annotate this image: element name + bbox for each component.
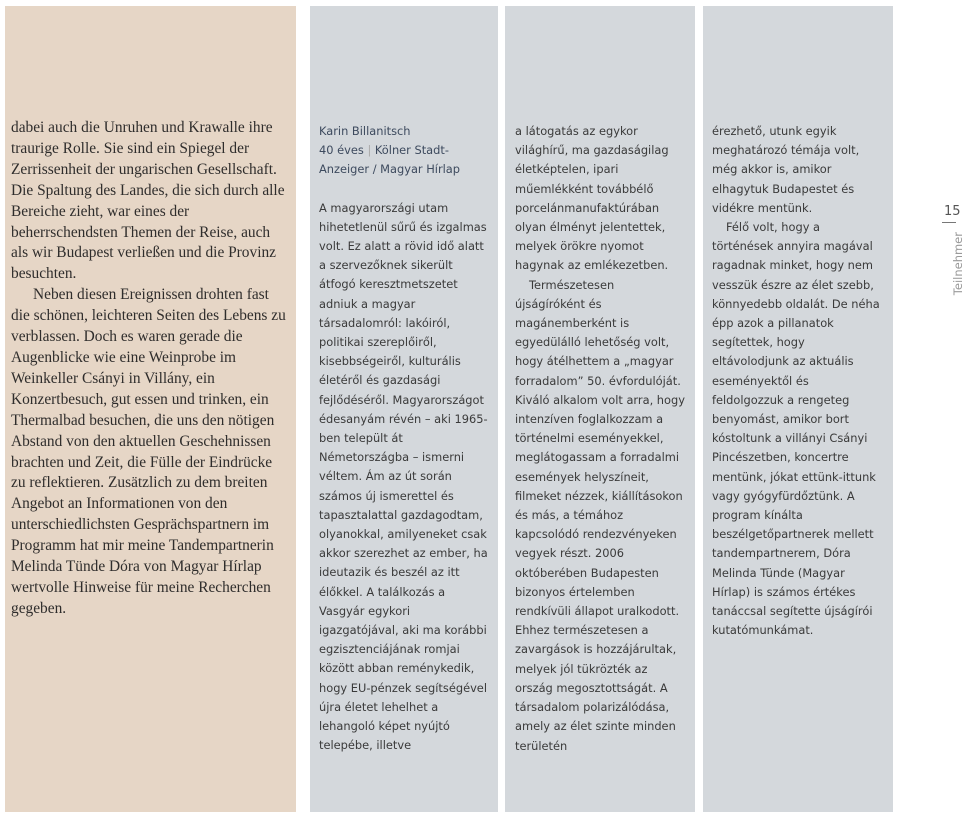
hungarian-paragraph-4: érezhető, utunk egyik meghatározó témája volt, még akkor is, amikor elhagytuk Budapestet és vidékre mentünk.: [712, 124, 860, 215]
hungarian-paragraph-3: Természetesen újságíróként és magánemberként is egyedülálló lehetőség volt, hogy átélhettem a „magyar forradalom” 50. évfordulóját. Kiváló alkalom volt arra, hogy intenzíven foglalkozzam a történelmi eseményekkel, meglátogassam a forradalmi események helyszíneit, filmeket nézzek, kiállításokon és más, a témához kapcsolódó rendezvényeken vegyek részt. 2006 októberében Budapesten bizonyos értelemben rendkívüli állapot uralkodott. Ehhez természetesen a zavargások is hozzájárultak, melyek jól tükrözték az ország megosztottságát. A társadalom polarizálódása, amely az élet szinte minden területén: [515, 277, 685, 753]
hungarian-text-column-1: [319, 122, 489, 756]
german-text-column: [11, 118, 287, 620]
page-number-rule: [942, 222, 956, 223]
hungarian-text-column-2: [515, 122, 685, 756]
hungarian-paragraph-2: a látogatás az egykor világhírű, ma gazdaságilag életképtelen, ipari műemlékként továbbélő porcelánmanufaktúrában olyan élményt jelentettek, melyek örökre nyomot hagynak az emlékezetben.: [515, 124, 669, 273]
author-age: 40 éves: [319, 143, 364, 158]
author-name: Karin Billanitsch: [319, 124, 411, 138]
section-label: Teilnehmer: [951, 232, 965, 296]
german-paragraph-1: dabei auch die Unruhen und Krawalle ihre traurige Rolle. Sie sind ein Spiegel der Zerrissenheit der ungarischen Gesellschaft. Die Spaltung des Landes, die sich durch alle Bereiche zieht, war eines der beherrschendsten Themen der Reise, auch als wir Budapest verließen und die Provinz besuchten.: [11, 119, 285, 283]
spacer: [319, 180, 489, 199]
hungarian-paragraph-5: Félő volt, hogy a történések annyira magával ragadnak minket, hogy nem vesszük észre az élet szebb, könnyedebb oldalát. De néha épp azok a pillanatok segítettek, hogy eltávolodjunk az aktuális eseményektől és feldolgozzuk a rengeteg benyomást, amikor bort kóstoltunk a villányi Csányi Pincészetben, koncertre mentünk, jókat ettünk-ittunk vagy gyógyfürdőztünk. A program kínálta beszélgetőpartnerek mellett tandempartnerem, Dóra Melinda Tünde (Magyar Hírlap) is számos értékes tanáccsal segítette újságírói kutatómunkámat.: [712, 220, 880, 638]
page-number: 15: [944, 204, 961, 219]
author-separator: |: [367, 143, 372, 158]
author-affiliation: Kölner Stadt-Anzeiger / Magyar Hírlap: [319, 143, 461, 177]
german-paragraph-2: Neben diesen Ereignissen drohten fast die schönen, leichteren Seiten des Lebens zu verblassen. Doch es waren gerade die Augenblicke wie eine Weinprobe im Weinkeller Csányi in Villány, ein Konzertbesuch, gut essen und trinken, ein Thermalbad besuchen, die uns den nötigen Abstand von den aktuellen Geschehnissen brachten und Zeit, die Fülle der Eindrücke zu reflektieren. Zusätzlich zu dem breiten Angebot an Informationen von den unterschiedlichsten Gesprächspartnern im Programm hat mir meine Tandempartnerin Melinda Tünde Dóra von Magyar Hírlap wertvolle Hinweise für meine Recherchen gegeben.: [11, 286, 286, 617]
author-details: [319, 141, 489, 179]
hungarian-text-column-3: [712, 122, 882, 640]
hungarian-paragraph-1: A magyarországi utam hihetetlenül sűrű és izgalmas volt. Ez alatt a rövid idő alatt a szervezőknek sikerült átfogó keresztmetszetet adniuk a magyar társadalomról: lakóiról, politikai szereplőiről, kisebbségeiről, kulturális életéről és gazdasági fejlődéséről. Magyarországot édesanyám révén – aki 1965-ben települt át Németországba – ismerni véltem. Ám az út során számos új ismerettel és tapasztalattal gazdagodtam, olyanokkal, amilyeneket csak akkor szerezhet az ember, ha ideutazik és beszél az itt élőkkel. A találkozás a Vasgyár egykori igazgatójával, aki ma korábbi egzisztenciájának romjai között abban reménykedik, hogy EU-pénzek segítségével újra életet lehelhet a lehangoló képet nyújtó telepébe, illetve: [319, 200, 488, 753]
